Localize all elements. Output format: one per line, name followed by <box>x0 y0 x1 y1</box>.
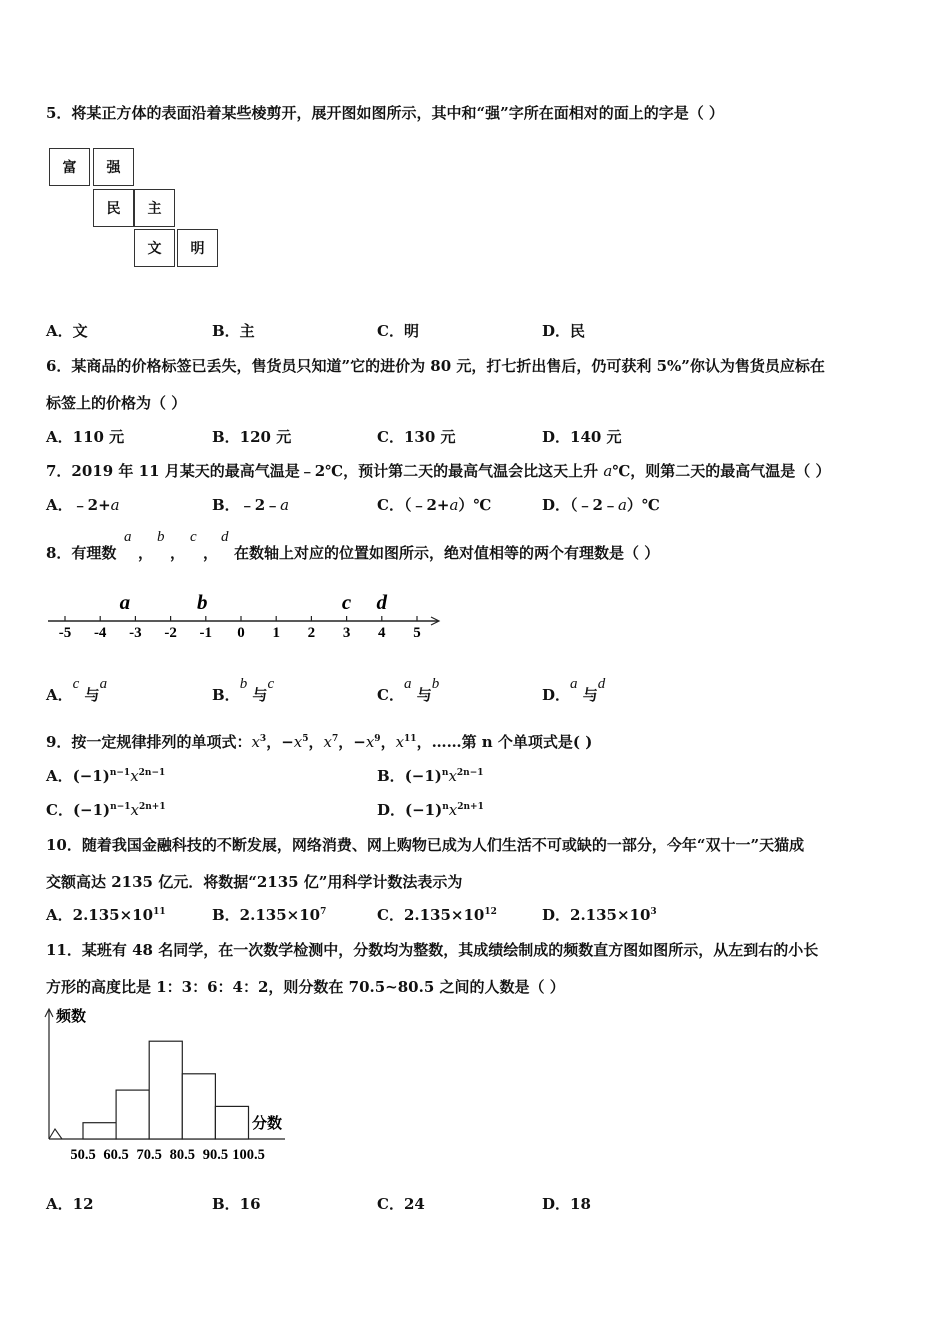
q11-line1: 11．某班有 48 名同学，在一次数学检测中，分数均为整数，其成绩绘制成的频数直方图如图所示，从左到右的小长 <box>46 941 819 959</box>
histogram-bar <box>215 1106 248 1139</box>
q8-option-b[interactable]: B．b 与c <box>212 676 275 704</box>
histogram-edge-label: 90.5 <box>202 1147 229 1163</box>
histogram-edge-label: 50.5 <box>70 1147 96 1163</box>
number-line <box>40 588 450 646</box>
net-cell-zhu: 主 <box>134 189 175 227</box>
q10-line2: 交额高达 2135 亿元．将数据“2135 亿”用科学计数法表示为 <box>46 873 463 891</box>
q7-option-b[interactable]: B．﹣2﹣a <box>212 496 290 514</box>
histogram-ylabel: 频数 <box>56 1009 87 1025</box>
histogram-bar <box>182 1074 215 1139</box>
histogram-edge-label: 100.5 <box>232 1147 265 1163</box>
q10-line1: 10．随着我国金融科技的不断发展，网络消费、网上购物已成为人们生活不可或缺的一部分，今年“双十一”天猫成 <box>46 836 805 854</box>
number-line-tick-label: 0 <box>237 625 245 641</box>
q11-option-a[interactable]: A．12 <box>46 1195 94 1213</box>
number-line-point-d: d <box>376 590 388 614</box>
q9-option-c[interactable]: C．$(-1)^{n-1}x^{2n+1}$ <box>46 801 166 819</box>
q10-option-c[interactable]: C．$2.135\times 10^{12}$ <box>377 906 497 924</box>
q8-var-b: b <box>157 529 165 545</box>
q6-option-c[interactable]: C．130 元 <box>377 428 456 446</box>
number-line-tick-label: -1 <box>199 625 213 641</box>
q5-option-c[interactable]: C．明 <box>377 322 419 340</box>
net-cell-ming: 明 <box>177 229 218 267</box>
number-line-point-c: c <box>341 590 352 614</box>
q5-option-d[interactable]: D．民 <box>542 322 586 340</box>
q8-sep: ， <box>138 544 154 562</box>
histogram <box>40 1004 300 1164</box>
q6-option-a[interactable]: A．110 元 <box>46 428 125 446</box>
q9-option-b[interactable]: B．$(-1)^nx^{2n-1}$ <box>377 767 484 785</box>
q8-option-a[interactable]: A．c 与a <box>46 676 108 704</box>
q8-sep: ， <box>203 544 219 562</box>
q8-option-d[interactable]: D．a 与d <box>542 676 606 704</box>
q7-option-c[interactable]: C．（﹣2+a）℃ <box>377 496 492 514</box>
number-line-tick-label: -5 <box>58 625 72 641</box>
q8-var-d: d <box>221 529 229 545</box>
q6-option-b[interactable]: B．120 元 <box>212 428 292 446</box>
net-cell-qiang: 强 <box>93 148 134 186</box>
q10-option-b[interactable]: B．$2.135\times 10^7$ <box>212 906 327 924</box>
q8-var-c: c <box>190 529 197 545</box>
number-line-tick-label: 3 <box>342 625 351 641</box>
q7-option-a[interactable]: A．﹣2+a <box>46 496 120 514</box>
q8-sep: ， <box>170 544 186 562</box>
net-cell-fu: 富 <box>49 148 90 186</box>
q11-line2: 方形的高度比是 1：3：6：4：2，则分数在 70.5~80.5 之间的人数是（ ） <box>46 978 565 996</box>
histogram-edge-label: 60.5 <box>103 1147 129 1163</box>
net-cell-wen: 文 <box>134 229 175 267</box>
q7-text: 7．2019 年 11 月某天的最高气温是﹣2℃，预计第二天的最高气温会比这天上升 a℃，则第二天的最高气温是（ ） <box>46 462 831 480</box>
number-line-point-a: a <box>119 590 131 614</box>
number-line-tick-label: 5 <box>413 625 421 641</box>
q5-option-b[interactable]: B．主 <box>212 322 255 340</box>
q5-text: 5．将某正方体的表面沿着某些棱剪开，展开图如图所示，其中和“强”字所在面相对的面上的字是（ ） <box>46 104 724 122</box>
net-cell-min: 民 <box>93 189 134 227</box>
q6-line2: 标签上的价格为（ ） <box>46 394 187 412</box>
number-line-tick-label: -3 <box>129 625 142 641</box>
histogram-edge-label: 70.5 <box>136 1147 162 1163</box>
number-line-tick-label: -2 <box>164 625 177 641</box>
number-line-tick-label: 4 <box>378 625 386 641</box>
q10-option-a[interactable]: A．$2.135\times 10^{11}$ <box>46 906 166 924</box>
axis-break-mark <box>49 1129 62 1139</box>
histogram-bar <box>116 1090 149 1139</box>
q6-line1: 6．某商品的价格标签已丢失，售货员只知道”它的进价为 80 元，打七折出售后，仍可获利 5%”你认为售货员应标在 <box>46 357 825 375</box>
number-line-tick-label: 2 <box>307 625 316 641</box>
histogram-bar <box>149 1041 182 1139</box>
histogram-bar <box>83 1123 116 1139</box>
q11-option-b[interactable]: B．16 <box>212 1195 261 1213</box>
q11-option-d[interactable]: D．18 <box>542 1195 591 1213</box>
histogram-edge-label: 80.5 <box>169 1147 195 1163</box>
q8-tail: 在数轴上对应的位置如图所示，绝对值相等的两个有理数是（ ） <box>234 544 660 562</box>
q11-option-c[interactable]: C．24 <box>377 1195 425 1213</box>
q8-lead: 8．有理数 <box>46 544 117 562</box>
number-line-tick-label: 1 <box>272 625 280 641</box>
q9-option-a[interactable]: A．$(-1)^{n-1}x^{2n-1}$ <box>46 767 166 785</box>
q8-option-c[interactable]: C．a 与b <box>377 676 440 704</box>
number-line-tick-label: -4 <box>93 625 107 641</box>
q10-option-d[interactable]: D．$2.135\times 10^3$ <box>542 906 657 924</box>
q7-option-d[interactable]: D．（﹣2﹣a）℃ <box>542 496 660 514</box>
q9-option-d[interactable]: D．$(-1)^nx^{2n+1}$ <box>377 801 484 819</box>
q6-option-d[interactable]: D．140 元 <box>542 428 622 446</box>
q9-text: 9．按一定规律排列的单项式：$x^3$，$-x^5$，$x^7$，$-x^9$，$x^{11}$，……第 n 个单项式是( ) <box>46 733 593 751</box>
histogram-xlabel: 分数 <box>252 1116 283 1132</box>
q8-var-a: a <box>124 529 132 545</box>
number-line-point-b: b <box>197 590 208 614</box>
q5-option-a[interactable]: A．文 <box>46 322 88 340</box>
